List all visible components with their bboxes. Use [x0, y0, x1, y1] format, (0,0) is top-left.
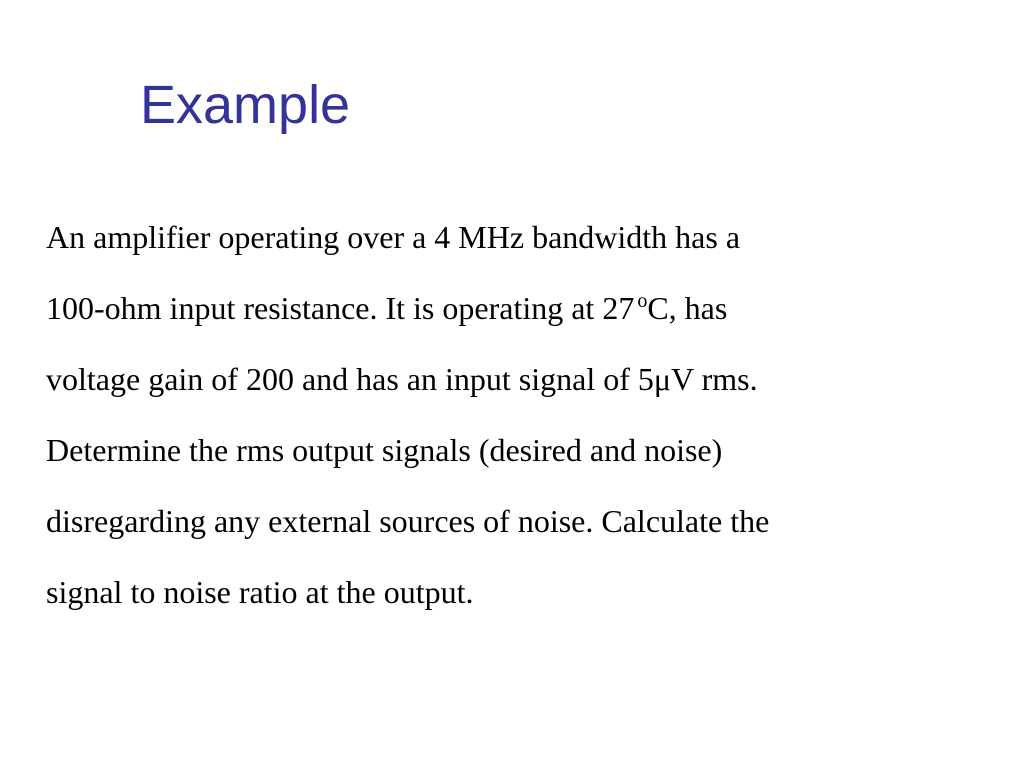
- body-line-2: [46, 273, 1006, 344]
- slide-body: [46, 202, 1006, 628]
- body-line-2-start: 100-ohm input resistance. It is operating at 27: [46, 290, 635, 326]
- body-line-6: signal to noise ratio at the output.: [46, 574, 474, 610]
- body-line-2-end: C, has: [647, 290, 728, 326]
- body-line-5: disregarding any external sources of noise. Calculate the: [46, 503, 770, 539]
- slide-title: Example: [140, 75, 351, 135]
- body-line-4: Determine the rms output signals (desired and noise): [46, 432, 723, 468]
- degree-symbol: o: [637, 290, 648, 312]
- body-line-3: voltage gain of 200 and has an input signal of 5μV rms.: [46, 361, 758, 397]
- body-line-1: An amplifier operating over a 4 MHz bandwidth has a: [46, 219, 741, 255]
